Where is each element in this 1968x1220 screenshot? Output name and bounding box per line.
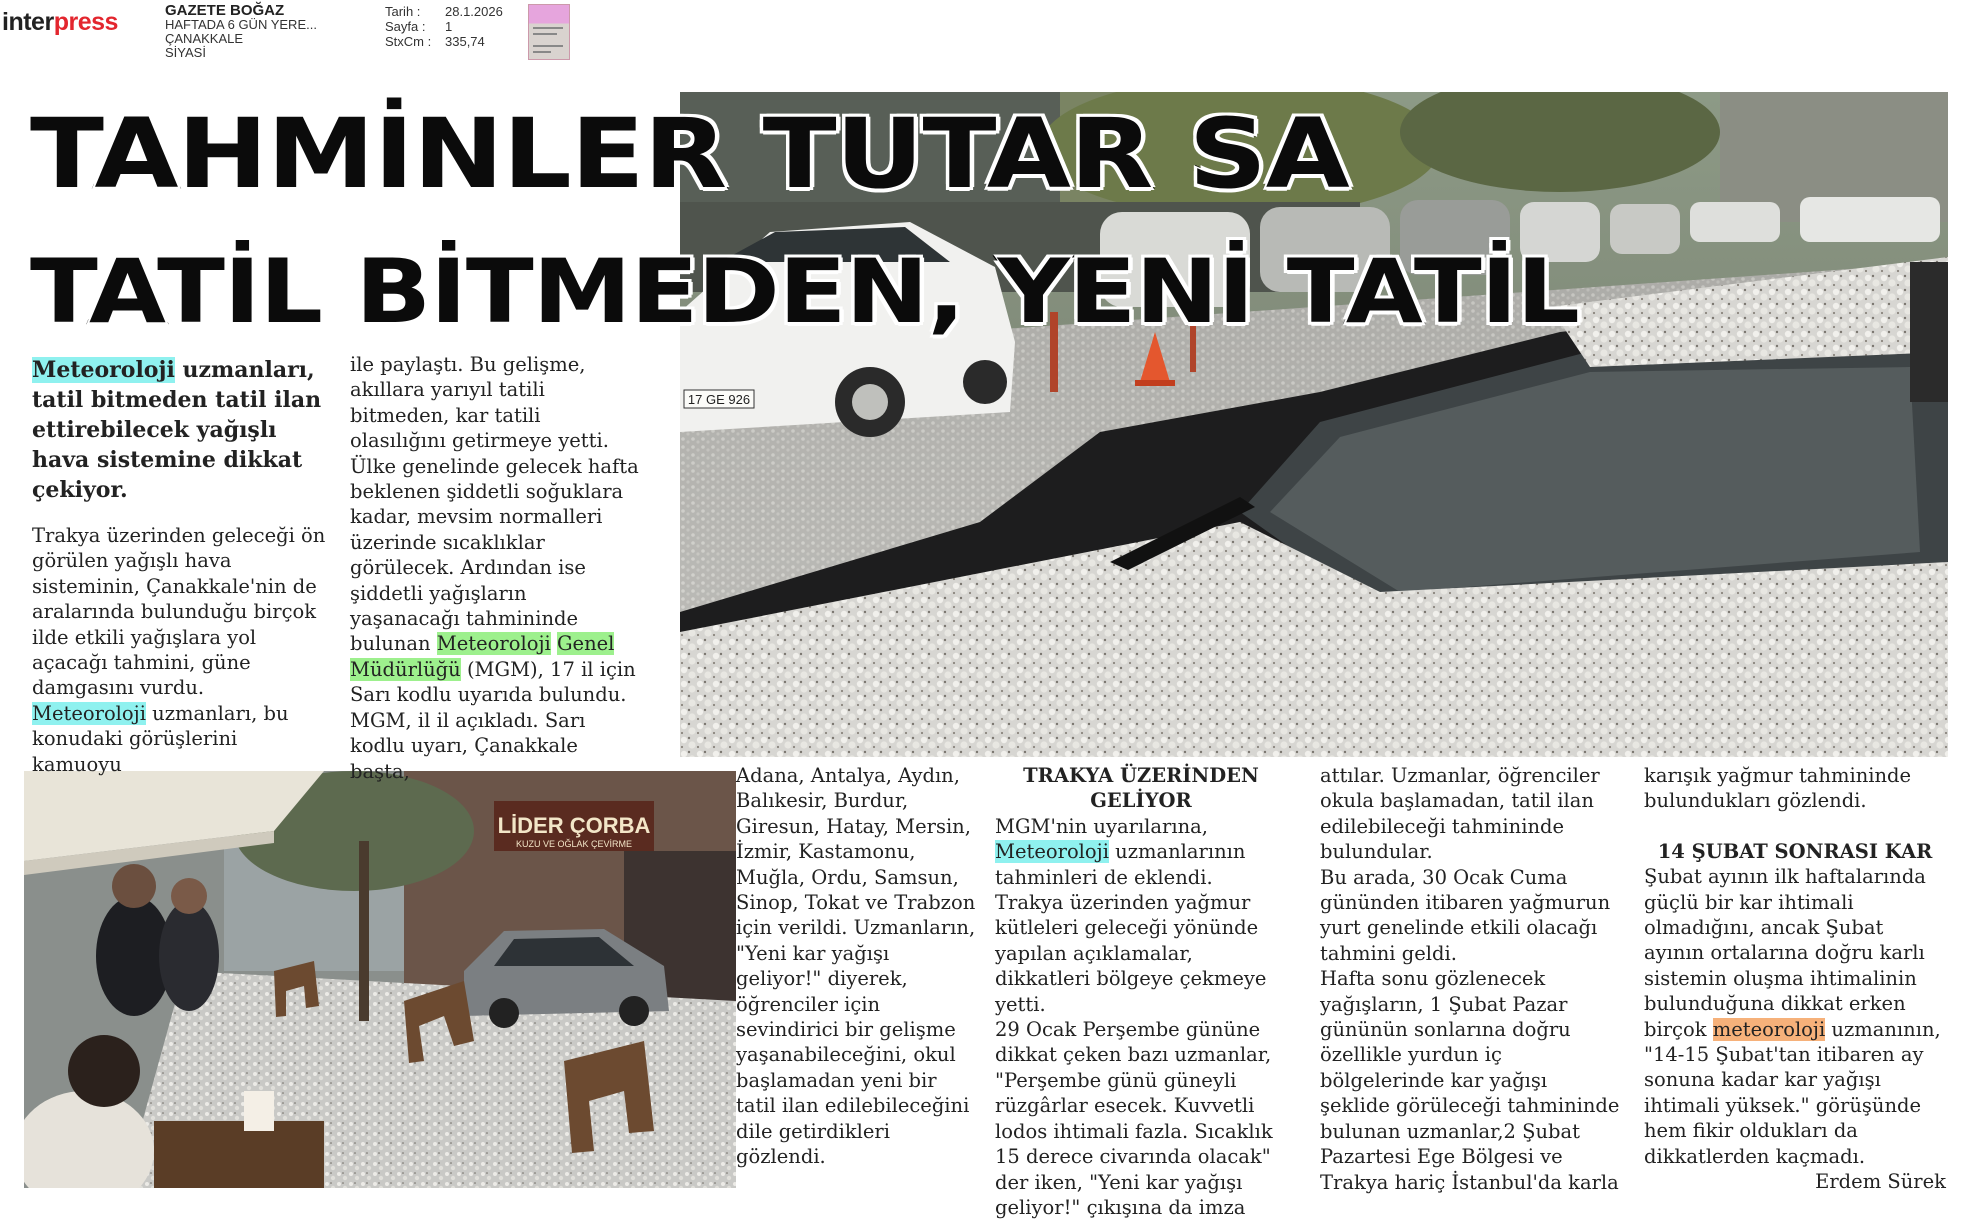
paragraph: Adana, Antalya, Aydın, Balıkesir, Burdur, Giresun, Hatay, Mersin, İzmir, Kastamonu, Muğla, Ordu, Samsun, Sinop, Tokat ve Trabzon için verildi. Uzmanların, "Yeni kar yağışı geliyor!" diyerek, öğrenciler için sevindirici bir gelişme yaşanabileceğini, okul başlamadan yeni bir tatil ilan edilebileceğini dile getirdikleri gözlendi. [736, 764, 976, 1169]
publication-name: GAZETE BOĞAZ [165, 2, 285, 19]
publication-info [165, 4, 317, 60]
article-lead: Meteoroloji uzmanları, tatil bitmeden tatil ilan ettirebilecek yağışlı hava sistemine dikkat çekiyor. [32, 357, 322, 503]
interpress-logo: interpress [2, 8, 118, 36]
page-thumbnail[interactable] [528, 4, 570, 60]
headline-line-1: TAHMİNLER TUTAR SA [30, 98, 1349, 210]
highlight-keyword: Genel [556, 632, 615, 656]
author-signature: Erdem Sürek [1815, 1170, 1946, 1194]
paragraph: Trakya üzerinden geleceği ön görülen yağışlı hava sisteminin, Çanakkale'nin de aralarında bulunduğu birçok ilde etkili yağışlara yol açacağı tahmini, güne damgasını vurdu. [32, 524, 326, 700]
highlight-keyword: meteoroloji [1712, 1017, 1826, 1041]
paragraph: Bu arada, 30 Ocak Cuma gününden itibaren yağmurun yurt genelinde etkili olacağı tahmini geldi. [1320, 865, 1611, 965]
paragraph: 29 Ocak Perşembe gününe dikkat çeken bazı uzmanlar, "Perşembe günü güneyli rüzgârlar esecek. Kuvvetli lodos ihtimali fazla. Sıcaklık 15 derece civarında olacak" der iken, "Yeni kar yağışı geliyor!" çıkışına da imza [995, 1018, 1273, 1219]
paragraph: Hafta sonu gözlenecek yağışların, 1 Şubat Pazar gününün sonlarına doğru özellikle yurdun iç bölgelerinde kar yağışı şeklide görüleceği tahmininde bulunan uzmanlar,2 Şubat Pazartesi Ege Bölgesi ve Trakya hariç İstanbul'da karla [1320, 967, 1620, 1194]
paragraph: attılar. Uzmanlar, öğrenciler okula başlamadan, tatil ilan edilebileceği tahmininde bulundular. [1320, 764, 1600, 864]
highlight-keyword: Meteoroloji [32, 357, 175, 383]
clip-stxcm: 335,74 [445, 34, 485, 49]
street-cafe-hail-photo-svg [24, 771, 736, 1188]
headline-line-2: TATİL BİTMEDEN, YENİ TATİL [30, 240, 1579, 343]
street-cafe-hail-photo [24, 771, 736, 1188]
shop-sign: LİDER ÇORBA [497, 813, 651, 838]
clip-date: 28.1.2026 [445, 4, 503, 19]
article-column-3 [736, 763, 976, 1170]
shop-sign-sub: KUZU VE OĞLAK ÇEVİRME [515, 839, 633, 849]
publication-frequency: HAFTADA 6 GÜN YERE... [165, 17, 317, 32]
paragraph: Ülke genelinde gelecek hafta beklenen şiddetli soğuklara kadar, mevsim normalleri üzerinde sıcaklıklar görülecek. Ardından ise şiddetli yağışların yaşanacağı tahmininde bulunan [350, 454, 639, 656]
highlight-keyword: Meteoroloji [436, 632, 551, 656]
article-column-1: Trakya üzerinden geleceği ön görülen yağışlı hava sisteminin, Çanakkale'nin de aralarında bulunduğu birçok ilde etkili yağışlara yol açacağı tahmini, güne damgasını vurdu. Meteoroloji uzmanları, bu konudaki görüşlerini kamuoyu [32, 523, 332, 777]
article-column-2: ile paylaştı. Bu gelişme, akıllara yarıyıl tatili bitmeden, kar tatili olasılığını getirmeye yetti. Ülke genelinde gelecek hafta beklenen şiddetli soğuklara kadar, mevsim normalleri üzerinde sıcaklıklar görülecek. Ardından ise şiddetli yağışların yaşanacağı tahmininde bulunan Meteoroloji Genel Müdürlüğü (MGM), 17 il için Sarı kodlu uyarıda bulundu. MGM, il il açıkladı. Sarı kodlu uyarı, Çanakkale başta, [350, 352, 642, 784]
article-column-4: TRAKYA ÜZERİNDEN GELİYOR MGM'nin uyarılarına, Meteoroloji uzmanlarının tahminleri de eklendi. Trakya üzerinden yağmur kütleleri geleceği yönünde yapılan açıklamalar, dikkatleri bölgeye çekmeye yetti. 29 Ocak Perşembe gününe dikkat çeken bazı uzmanlar, "Perşembe günü güneyli rüzgârlar esecek. Kuvvetli lodos ihtimali fazla. Sıcaklık 15 derece civarında olacak" der iken, "Yeni kar yağışı geliyor!" çıkışına da imza [995, 763, 1287, 1220]
paragraph: karışık yağmur tahmininde bulundukları gözlendi. [1644, 764, 1912, 813]
paragraph: ile paylaştı. Bu gelişme, akıllara yarıyıl tatili bitmeden, kar tatili olasılığını getirmeye yetti. [350, 353, 609, 453]
subheading-14-subat: 14 ŞUBAT SONRASI KAR [1657, 839, 1933, 863]
license-plate: 17 GE 926 [687, 392, 751, 407]
clip-page: 1 [445, 19, 453, 34]
publication-city: ÇANAKKALE [165, 31, 244, 46]
article-column-5 [1320, 763, 1620, 1195]
highlight-keyword: Müdürlüğü [350, 657, 461, 681]
article-column-6: karışık yağmur tahmininde bulundukları gözlendi. 14 ŞUBAT SONRASI KAR Şubat ayının ilk haftalarında güçlü bir kar ihtimali olmadığını, ancak Şubat ayının ortalarına doğru karlı sistemin oluşma ihtimalinin bulunduğuna dikkat erken birçok meteoroloji uzmanının, "14-15 Şubat'tan itibaren ay sonuna kadar kar yağışı ihtimali yüksek." görüşünde hem fikir oldukları da dikkatlerden kaçmadı. Erdem Sürek [1644, 764, 1946, 1194]
clip-meta: Tarih : 28.1.2026 Sayfa : 1 StxCm : 335,74 [385, 4, 503, 49]
paragraph: MGM, il il açıkladı. Sarı kodlu uyarı, Çanakkale başta, [350, 708, 586, 783]
highlight-keyword: Meteoroloji [32, 701, 146, 725]
subheading-trakya: TRAKYA ÜZERİNDEN GELİYOR [1023, 764, 1259, 813]
publication-category: SİYASİ [165, 45, 206, 60]
highlight-keyword: Meteoroloji [995, 840, 1109, 864]
